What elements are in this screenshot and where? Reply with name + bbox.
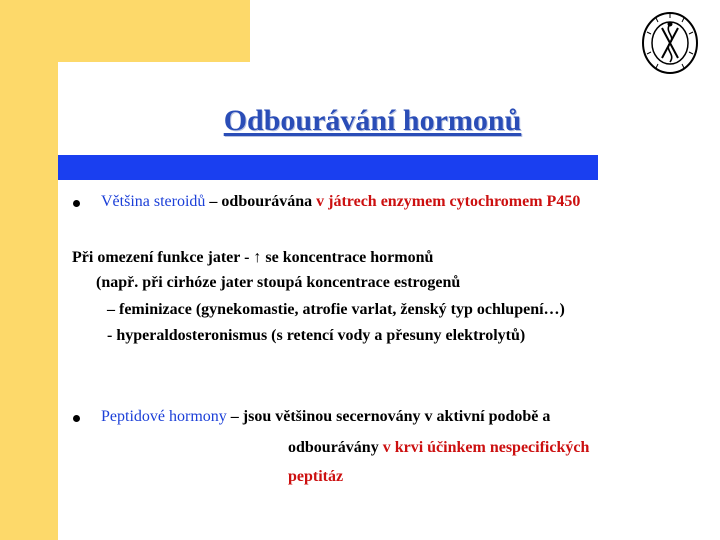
bullet-1-subject: Většina steroidů xyxy=(101,193,206,210)
title-rule xyxy=(58,155,598,180)
paragraph-line-3: – feminizace (gynekomastie, atrofie varlat, ženský typ ochlupení…) xyxy=(107,301,565,318)
bullet-2-line-2-a: odbourávány xyxy=(288,439,383,456)
bullet-dot xyxy=(73,200,80,207)
up-arrow-icon: ↑ xyxy=(253,249,262,266)
bullet-1-text xyxy=(101,193,580,211)
slide-title: Odbourávání hormonů xyxy=(223,104,522,137)
university-seal-icon xyxy=(640,10,700,76)
top-accent-bar xyxy=(0,0,250,62)
left-accent-bar xyxy=(0,0,58,540)
bullet-dot xyxy=(73,415,80,422)
bullet-2-subject: Peptidové hormony xyxy=(101,408,227,425)
bullet-1-location: v játrech enzymem cytochromem P450 xyxy=(316,193,581,210)
paragraph-line-4: - hyperaldosteronismus (s retencí vody a přesuny elektrolytů) xyxy=(107,327,526,344)
bullet-2-rest: – jsou většinou secernovány v aktivní podobě a xyxy=(226,408,551,425)
content-corner xyxy=(58,62,98,102)
paragraph-line-2: (např. při cirhóze jater stoupá koncentrace estrogenů xyxy=(96,274,461,291)
bullet-2-line-2 xyxy=(288,439,589,457)
bullet-1-middle: – odbourávána xyxy=(205,193,317,210)
paragraph-line-1 xyxy=(72,249,433,267)
bullet-2-line-3: peptitáz xyxy=(288,468,344,485)
paragraph-line-1-b: se koncentrace hormonů xyxy=(261,249,434,266)
bullet-2-line-1 xyxy=(101,408,550,426)
paragraph-line-1-a: Při omezení funkce jater - xyxy=(72,249,254,266)
bullet-2-line-2-b: v krvi účinkem nespecifických xyxy=(382,439,590,456)
